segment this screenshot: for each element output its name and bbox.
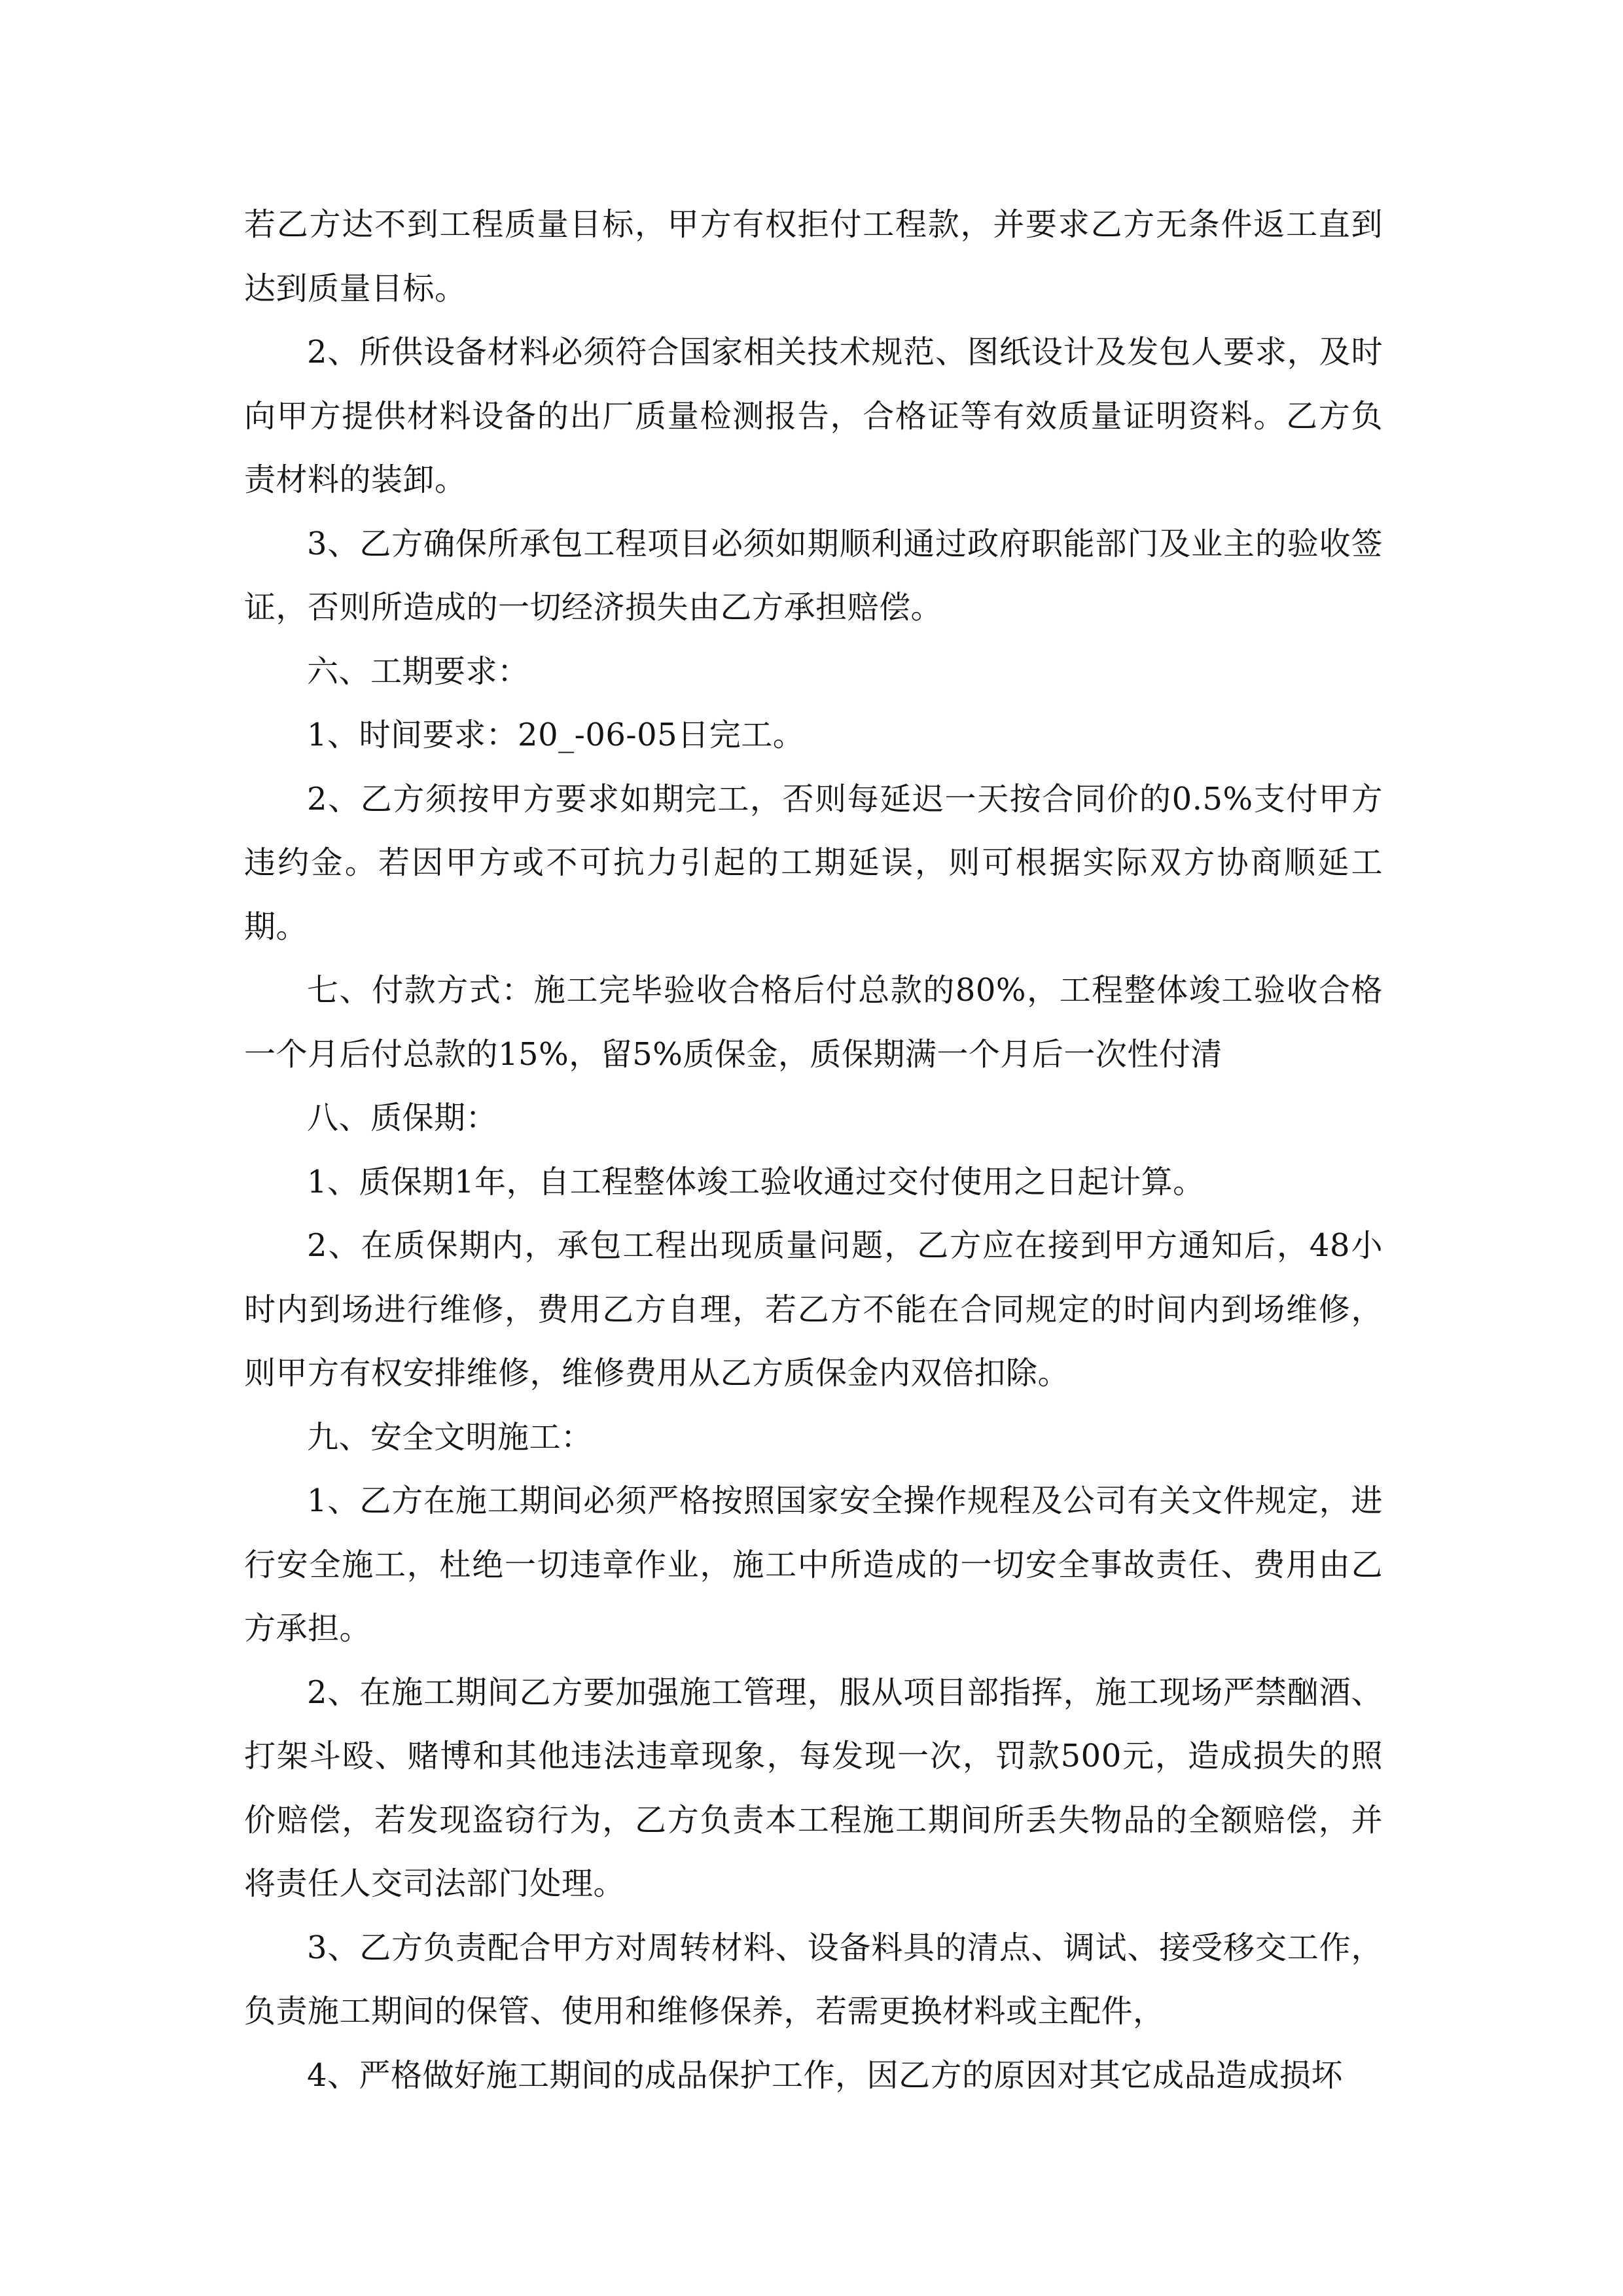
paragraph-delay-penalty: 2、乙方须按甲方要求如期完工，否则每延迟一天按合同价的0.5%支付甲方违约金。若因甲方或不可抗力引起的工期延误，则可根据实际双方协商顺延工期。	[244, 780, 1383, 945]
section-heading-schedule: 六、工期要求：	[307, 653, 529, 690]
paragraph-quality-target-continued: 若乙方达不到工程质量目标，甲方有权拒付工程款，并要求乙方无条件返工直到达到质量目标。	[244, 206, 1383, 307]
paragraph-materials-handover: 3、乙方负责配合甲方对周转材料、设备料具的清点、调试、接受移交工作，负责施工期间的保管、使用和维修保养，若需更换材料或主配件，	[244, 1929, 1383, 2030]
paragraph-site-management: 2、在施工期间乙方要加强施工管理，服从项目部指挥，施工现场严禁酗酒、打架斗殴、赌博和其他违法违章现象，每发现一次，罚款500元，造成损失的照价赔偿，若发现盗窃行为，乙方负责本工程施工期间所丢失物品的全额赔偿，并将责任人交司法部门处理。	[244, 1674, 1383, 1902]
paragraph-completion-date: 1、时间要求：20_-06-05日完工。	[307, 717, 805, 753]
paragraph-warranty-period: 1、质保期1年，自工程整体竣工验收通过交付使用之日起计算。	[307, 1163, 1205, 1200]
paragraph-equipment-materials: 2、所供设备材料必须符合国家相关技术规范、图纸设计及发包人要求，及时向甲方提供材料设备的出厂质量检测报告，合格证等有效质量证明资料。乙方负责材料的装卸。	[244, 334, 1383, 498]
section-heading-warranty: 八、质保期：	[307, 1100, 498, 1136]
paragraph-acceptance-certification: 3、乙方确保所承包工程项目必须如期顺利通过政府职能部门及业主的验收签证，否则所造成的一切经济损失由乙方承担赔偿。	[244, 525, 1383, 626]
paragraph-product-protection: 4、严格做好施工期间的成品保护工作，因乙方的原因对其它成品造成损坏	[307, 2056, 1344, 2094]
document-body	[244, 193, 1383, 2108]
section-heading-safety: 九、安全文明施工：	[307, 1418, 593, 1456]
paragraph-warranty-repairs: 2、在质保期内，承包工程出现质量问题，乙方应在接到甲方通知后，48小时内到场进行维修，费用乙方自理，若乙方不能在合同规定的时间内到场维修，则甲方有权安排维修，维修费用从乙方质保金内双倍扣除。	[244, 1227, 1383, 1391]
section-heading-payment: 七、付款方式：施工完毕验收合格后付总款的80%，工程整体竣工验收合格一个月后付总款的15%，留5%质保金，质保期满一个月后一次性付清	[244, 972, 1383, 1073]
paragraph-safety-regulations: 1、乙方在施工期间必须严格按照国家安全操作规程及公司有关文件规定，进行安全施工，杜绝一切违章作业，施工中所造成的一切安全事故责任、费用由乙方承担。	[244, 1482, 1383, 1647]
